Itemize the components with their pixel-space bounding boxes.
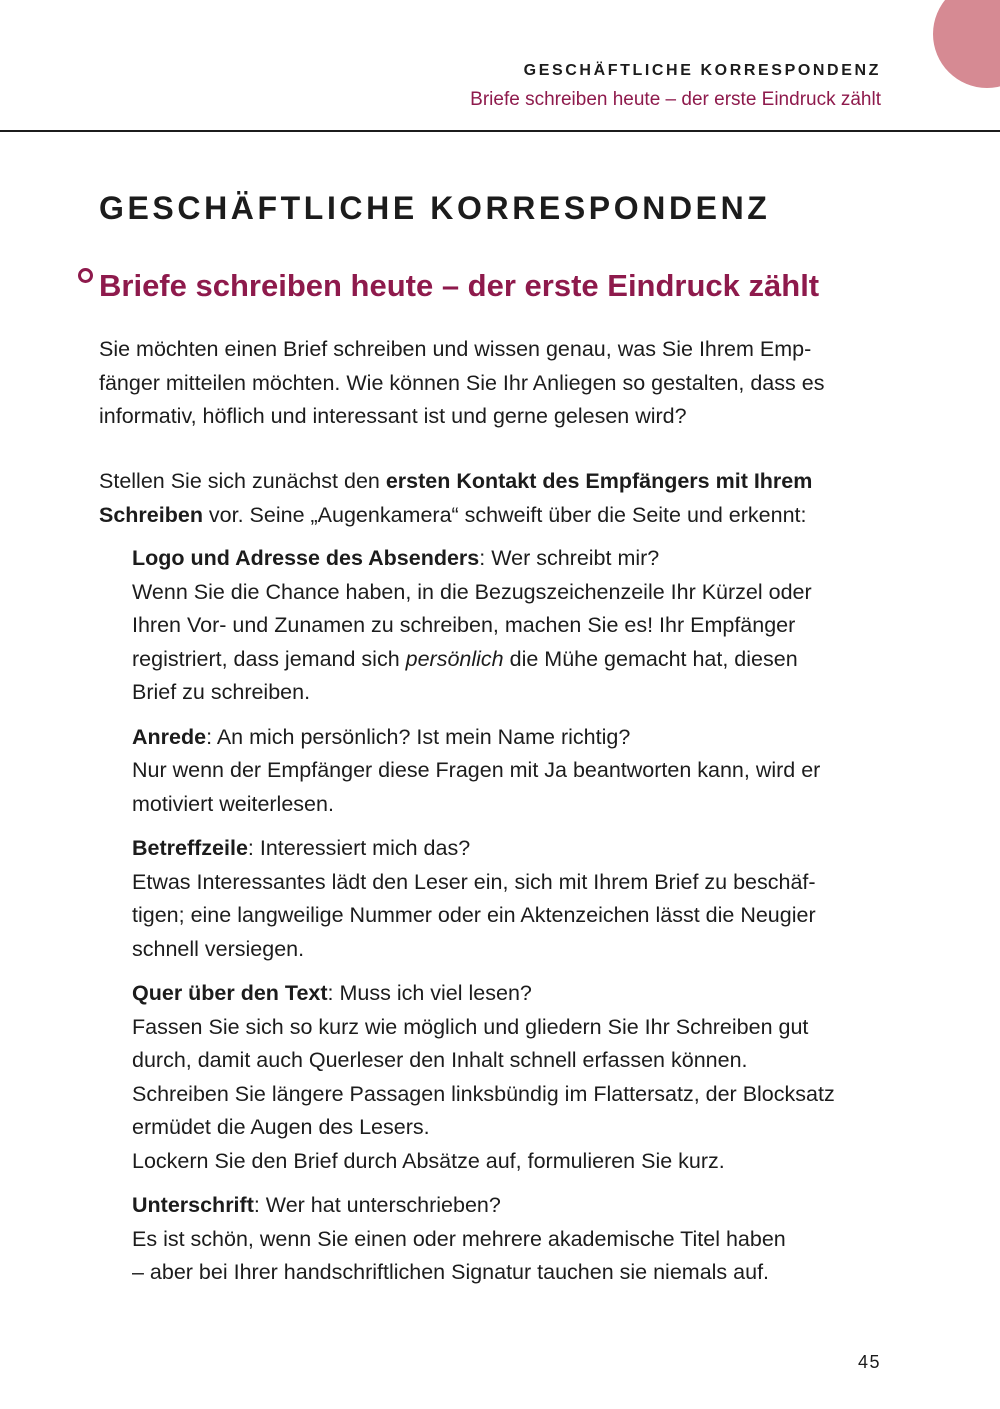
item-text: registriert, dass jemand sich — [132, 646, 406, 671]
item-line: durch, damit auch Querleser den Inhalt schnell erfassen können. — [132, 1048, 748, 1072]
item-term: Unterschrift — [132, 1193, 254, 1217]
item-line — [132, 643, 892, 677]
corner-decoration — [933, 0, 1000, 88]
item-question: : Wer schreibt mir? — [479, 546, 660, 570]
item-line: tigen; eine langweilige Nummer oder ein Aktenzeichen lässt die Neugier — [132, 903, 816, 927]
item-heading — [132, 832, 892, 866]
item-line: Wenn Sie die Chance haben, in die Bezugszeichenzeile Ihr Kürzel oder — [132, 579, 812, 604]
lead-line — [99, 465, 889, 499]
page-number: 45 — [857, 1352, 881, 1372]
item-line: – aber bei Ihrer handschriftlichen Signatur tauchen sie niemals auf. — [132, 1260, 770, 1284]
item-heading — [132, 1189, 892, 1223]
item-line: Etwas Interessantes lädt den Leser ein, sich mit Ihrem Brief zu beschäf- — [132, 869, 816, 894]
running-head-title: GESCHÄFTLICHE KORRESPONDENZ — [523, 62, 881, 79]
lead-text: Stellen Sie sich zunächst den — [99, 469, 386, 493]
item-line: Brief zu schreiben. — [132, 680, 311, 704]
running-head — [470, 60, 881, 113]
item-line: Fassen Sie sich so kurz wie möglich und gliedern Sie Ihr Schreiben gut — [132, 1014, 809, 1039]
item-term: Logo und Adresse des Absenders — [132, 546, 480, 570]
lead-emphasis: Schreiben — [99, 502, 203, 527]
item-heading — [132, 977, 892, 1011]
item-line: Lockern Sie den Brief durch Absätze auf, formulieren Sie kurz. — [132, 1148, 725, 1173]
item-question: : Wer hat unterschrieben? — [253, 1193, 501, 1217]
checklist-item-logo — [132, 542, 892, 710]
item-line: schnell versiegen. — [132, 936, 305, 961]
item-italic: persönlich — [405, 646, 504, 671]
lead-text: vor. Seine „Augenkamera“ schweift über die Seite und erkennt: — [202, 502, 807, 527]
section-bullet-icon — [78, 268, 93, 283]
section-title: Briefe schreiben heute – der erste Eindruck zählt — [99, 268, 820, 303]
lead-paragraph — [99, 465, 889, 532]
intro-paragraph — [99, 333, 889, 434]
intro-line: informativ, höflich und interessant ist und gerne gelesen wird? — [99, 404, 687, 428]
item-line: Schreiben Sie längere Passagen linksbündig im Flattersatz, der Blocksatz — [132, 1081, 835, 1106]
item-heading — [132, 721, 892, 755]
intro-line: fänger mitteilen möchten. Wie können Sie Ihr Anliegen so gestalten, dass es — [99, 370, 825, 395]
lead-emphasis: ersten Kontakt des Empfängers mit Ihrem — [385, 469, 813, 493]
item-question: : Interessiert mich das? — [247, 836, 471, 860]
item-question: : An mich persönlich? Ist mein Name richtig? — [206, 724, 631, 749]
item-term: Quer über den Text — [132, 981, 328, 1005]
item-line: Es ist schön, wenn Sie einen oder mehrere akademische Titel haben — [132, 1226, 786, 1251]
chapter-title: GESCHÄFTLICHE KORRESPONDENZ — [99, 190, 771, 226]
intro-line: Sie möchten einen Brief schreiben und wissen genau, was Sie Ihrem Emp- — [99, 337, 812, 361]
item-line: Nur wenn der Empfänger diese Fragen mit Ja beantworten kann, wird er — [132, 758, 821, 782]
checklist-item-quer — [132, 977, 892, 1178]
lead-line — [99, 499, 889, 533]
running-head-subtitle: Briefe schreiben heute – der erste Eindruck zählt — [470, 89, 881, 110]
item-term: Anrede — [132, 724, 207, 749]
checklist-item-betreff — [132, 832, 892, 966]
checklist-item-unterschrift — [132, 1189, 892, 1290]
checklist-item-anrede — [132, 721, 892, 822]
item-line: ermüdet die Augen des Lesers. — [132, 1115, 430, 1139]
item-line: Ihren Vor- und Zunamen zu schreiben, machen Sie es! Ihr Empfänger — [132, 613, 796, 637]
item-term: Betreffzeile — [132, 836, 248, 860]
item-text: die Mühe gemacht hat, diesen — [503, 646, 798, 671]
item-heading — [132, 542, 892, 576]
item-line: motiviert weiterlesen. — [132, 791, 334, 816]
item-question: : Muss ich viel lesen? — [327, 981, 532, 1005]
checklist — [132, 542, 892, 1301]
header-divider — [0, 130, 1000, 132]
